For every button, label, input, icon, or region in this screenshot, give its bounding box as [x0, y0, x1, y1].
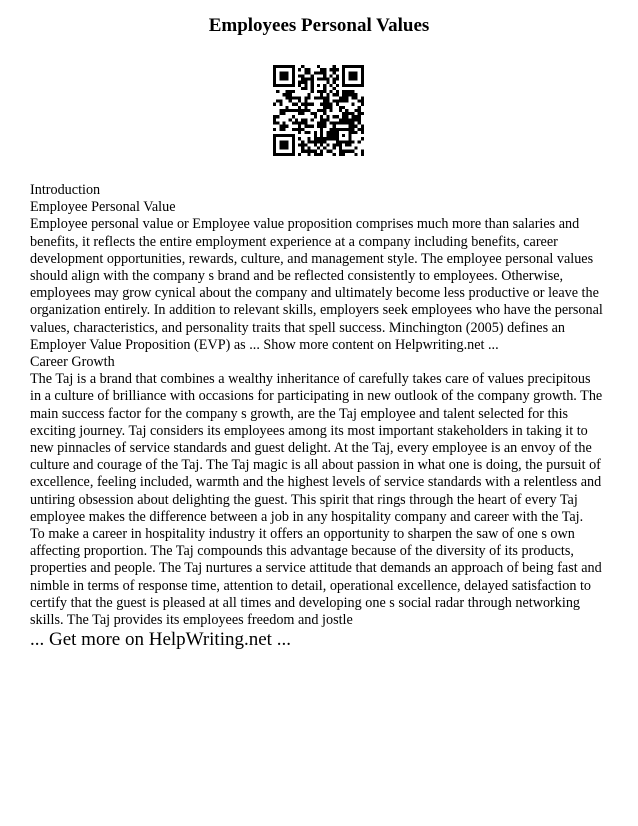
heading-career-growth: Career Growth	[30, 354, 115, 371]
paragraph-employee-value: Employee personal value or Employee value proposition comprises much more than salaries and benefits, it reflects the entire employment experience at a company including benefits, career development opportunities, rewards, culture, and management style. The employee personal values should align with the company s brand and be reflected consistently to employees. Otherwise, employees may grow cynical about the company and ultimately become less productive or leave the organization entirely. In addition to relevant skills, employers seek employees who have the personal values, characteristics, and personality traits that spell success. Minchington (2005) defines an Employer Value Proposition (EVP) as ... Show more content on Helpwriting.net ...	[30, 216, 603, 353]
heading-introduction: Introduction	[30, 182, 101, 198]
get-more-link[interactable]: ... Get more on HelpWriting.net ...	[30, 629, 291, 650]
paragraph-taj-brand: The Taj is a brand that combines a wealthy inheritance of carefully takes care of values precipitous in a culture of brilliance with occasions for participating in new outlook of the company growth. The main success factor for the company s growth, are the Taj employee and talent selected for this exciting journey. Taj considers its employees among its most important stakeholders in taking it to new pinnacles of service standards and guest delight. At the Taj, every employee is an envoy of the culture and courage of the Taj. The Taj magic is all about passion in what one is doing, the pursuit of excellence, feeling included, warmth and the highest levels of service standards with a relentless and untiring obsession about delighting the guest. This spirit that rings through the heart of every Taj employee makes the difference between a job in any hospitality company and career with the Taj.	[30, 371, 603, 525]
heading-employee-personal-value: Employee Personal Value	[30, 199, 176, 216]
qr-code-graphic	[273, 65, 364, 156]
article-body	[30, 182, 604, 629]
paragraph-hospitality-career: To make a career in hospitality industry it offers an opportunity to sharpen the saw of one s own affecting proportion. The Taj compounds this advantage because of the diversity of its products, properties and people. The Taj nurtures a service attitude that demands an approach of being fast and nimble in terms of response time, attention to detail, operational excellence, delayed satisfaction to certify that the guest is pleased at all times and developing one s social radar through networking skills. The Taj provides its employees freedom and jostle	[30, 526, 602, 629]
page-title: Employees Personal Values	[208, 15, 430, 36]
qr-code-icon[interactable]	[273, 65, 364, 156]
